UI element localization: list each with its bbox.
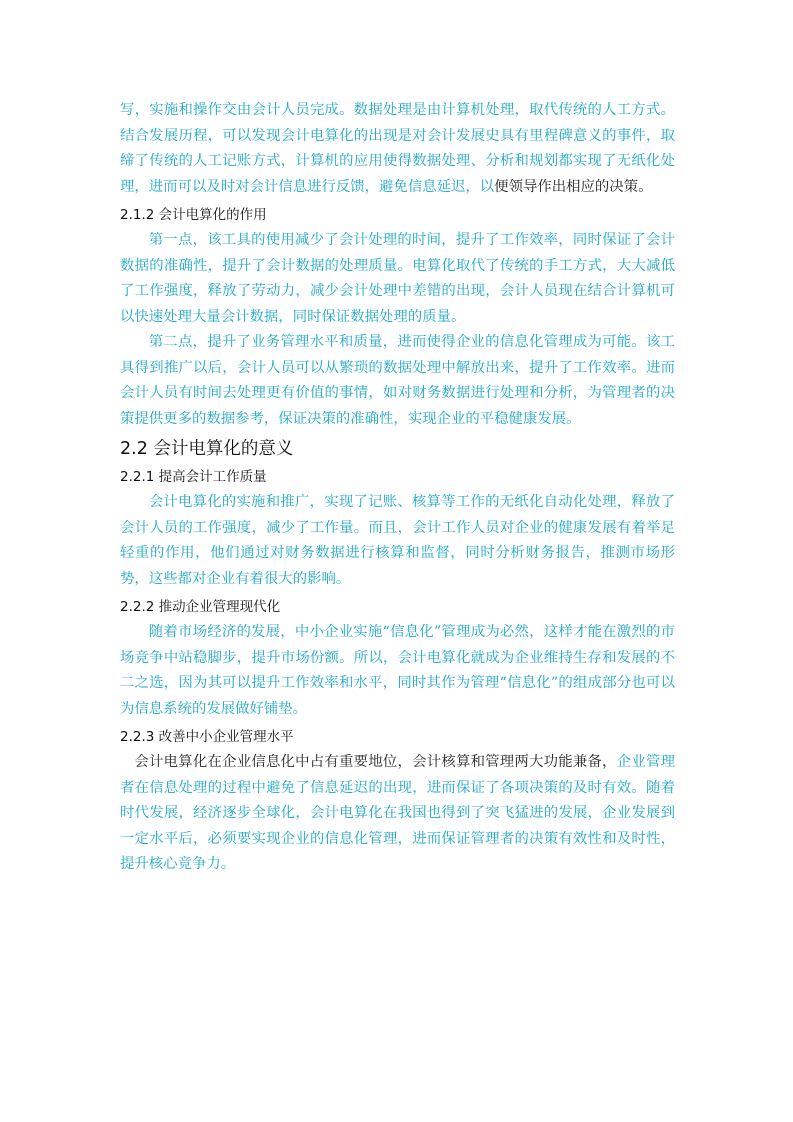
paragraph-modernization: 随着市场经济的发展，中小企业实施“信息化”管理成为必然，这样才能在激烈的市场竞争中站稳脚步，提升市场份额。所以，会计电算化就成为企业维持生存和发展的不二之选，因为其可以提升工作效率和水平，同时其作为管理“信息化”的组成部分也可以为信息系统的发展做好铺垫。 [120,624,675,717]
paragraph-continuation-end: 便领导作出相应的决策。 [494,178,653,195]
paragraph-management-level-start: 会计电算化在企业信息化中占有重要地位，会计核算和管理两大功能兼备， [134,754,617,770]
paragraph-first-point: 第一点，该工具的使用减少了会计处理的时间，提升了工作效率，同时保证了会计数据的准确性，提升了会计数据的处理质量。电算化取代了传统的手工方式，大大减低了工作强度，释放了劳动力，减少会计处理中差错的出现，会计人员现在结合计算机可以快速处理大量会计数据，同时保证数据处理的质量。 [120,232,675,325]
heading-2-2: 2.2 会计电算化的意义 [120,439,294,459]
heading-2-2-2: 2.2.2 推动企业管理现代化 [120,599,281,615]
paragraph-second-point: 第二点，提升了业务管理水平和质量，进而使得企业的信息化管理成为可能。该工具得到推广以后，会计人员可以从繁琐的数据处理中解放出来，提升了工作效率。进而会计人员有时间去处理更有价值的事情，如对财务数据进行处理和分析，为管理者的决策提供更多的数据参考，保证决策的准确性，实现企业的平稳健康发展。 [120,334,675,427]
paragraph-work-quality: 会计电算化的实施和推广，实现了记账、核算等工作的无纸化自动化处理，释放了会计人员的工作强度，减少了工作量。而且，会计工作人员对企业的健康发展有着举足轻重的作用，他们通过对财务数据进行核算和监督，同时分析财务报告，推测市场形势，这些都对企业有着很大的影响。 [120,494,675,587]
heading-2-2-3: 2.2.3 改善中小企业管理水平 [120,729,294,745]
paragraph-management-level-rest: 企业管理者在信息处理的过程中避免了信息延迟的出现，进而保证了各项决策的及时有效。随着时代发展，经济逐步全球化，会计电算化在我国也得到了突飞猛进的发展，企业发展到一定水平后，必须要实现企业的信息化管理，进而保证管理者的决策有效性和及时性，提升核心竞争力。 [120,754,675,872]
paragraph-continuation-text: 写，实施和操作交由会计人员完成。数据处理是由计算机处理，取代传统的人工方式。结合发展历程，可以发现会计电算化的出现是对会计发展史具有里程碑意义的事件，取缔了传统的人工记账方式，计算机的应用使得数据处理、分析和规划都实现了无纸化处理，进而可以及时对会计信息进行反馈，避免信息延迟，以 [120,102,675,195]
paragraph-management-level [120,750,675,878]
paragraph-continuation [120,98,675,200]
document-body [120,98,675,878]
heading-2-2-1: 2.2.1 提高会计工作质量 [120,469,267,485]
heading-2-1-2: 2.1.2 会计电算化的作用 [120,207,267,223]
